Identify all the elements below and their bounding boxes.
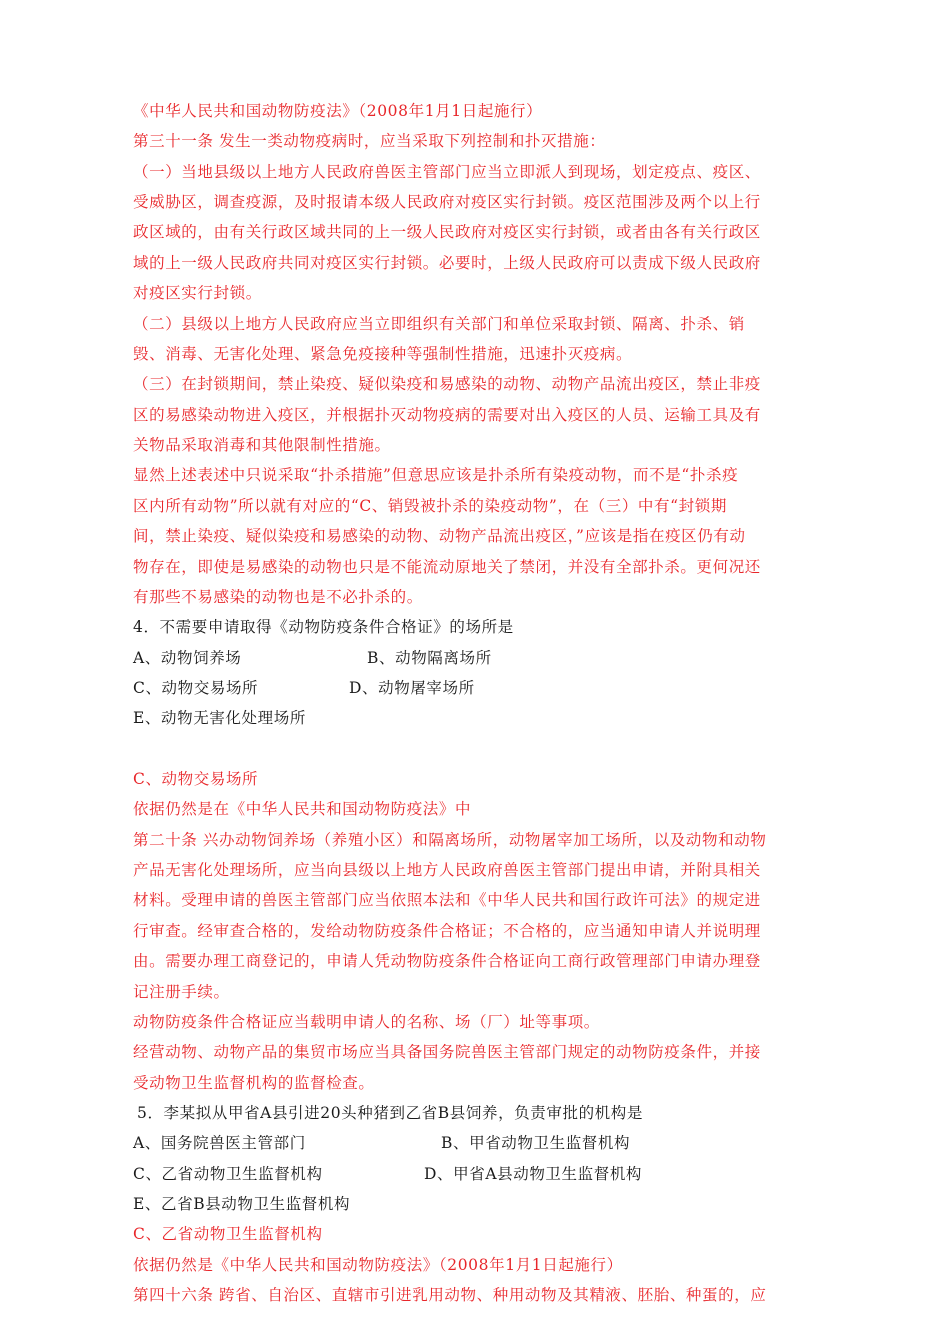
q4-article-line-2: 产品无害化处理场所，应当向县级以上地方人民政府兽医主管部门提出申请，并附具相关 (133, 861, 761, 879)
q4-article-line-1: 第二十条 兴办动物饲养场（养殖小区）和隔离场所，动物屠宰加工场所，以及动物和动物 (133, 831, 767, 849)
q4-option-c: C、动物交易场所 (133, 679, 259, 697)
p1-line-1: （一）当地县级以上地方人民政府兽医主管部门应当立即派人到现场，划定疫点、疫区、 (133, 163, 761, 181)
q4-basis: 依据仍然是在《中华人民共和国动物防疫法》中 (133, 800, 472, 818)
law-title: 《中华人民共和国动物防疫法》（2008年1月1日起施行） (133, 102, 543, 120)
q5-answer: C、乙省动物卫生监督机构 (133, 1225, 323, 1243)
article-31-head: 第三十一条 发生一类动物疫病时，应当采取下列控制和扑灭措施： (133, 132, 606, 150)
p2-line-2: 毁、消毒、无害化处理、紧急免疫接种等强制性措施，迅速扑灭疫病。 (133, 345, 633, 363)
q5-question: 5．李某拟从甲省A县引进20头种猪到乙省B县饲养，负责审批的机构是 (137, 1104, 643, 1122)
q4-article-line-4: 行审查。经审查合格的，发给动物防疫条件合格证；不合格的，应当通知申请人并说明理 (133, 922, 761, 940)
comment-line-2: 区内所有动物”所以就有对应的“C、销毁被扑杀的染疫动物”，在（三）中有“封锁期 (133, 497, 727, 515)
p3-line-2: 区的易感染动物进入疫区，并根据扑灭动物疫病的需要对出入疫区的人员、运输工具及有 (133, 406, 761, 424)
p1-line-2: 受威胁区，调查疫源，及时报请本级人民政府对疫区实行封锁。疫区范围涉及两个以上行 (133, 193, 761, 211)
comment-line-3: 间，禁止染疫、疑似染疫和易感染的动物、动物产品流出疫区，”应该是指在疫区仍有动 (133, 527, 746, 545)
q4-article-line-5: 由。需要办理工商登记的，申请人凭动物防疫条件合格证向工商行政管理部门申请办理登 (133, 952, 761, 970)
q4-option-e: E、动物无害化处理场所 (133, 709, 306, 727)
q5-option-b: B、甲省动物卫生监督机构 (441, 1134, 631, 1152)
p1-line-3: 政区域的，由有关行政区域共同的上一级人民政府对疫区实行封锁，或者由各有关行政区 (133, 223, 761, 241)
p3-line-1: （三）在封锁期间，禁止染疫、疑似染疫和易感染的动物、动物产品流出疫区，禁止非疫 (133, 375, 761, 393)
q4-question: 4．不需要申请取得《动物防疫条件合格证》的场所是 (133, 618, 514, 636)
p3-line-3: 关物品采取消毒和其他限制性措施。 (133, 436, 391, 454)
p1-line-5: 对疫区实行封锁。 (133, 284, 262, 302)
p2-line-1: （二）县级以上地方人民政府应当立即组织有关部门和单位采取封锁、隔离、扑杀、销 (133, 315, 745, 333)
comment-line-5: 有那些不易感染的动物也是不必扑杀的。 (133, 588, 423, 606)
q5-option-a: A、国务院兽医主管部门 (133, 1134, 306, 1152)
q5-option-e: E、乙省B县动物卫生监督机构 (133, 1195, 351, 1213)
q5-option-d: D、甲省A县动物卫生监督机构 (424, 1165, 643, 1183)
comment-line-4: 物存在，即使是易感染的动物也只是不能流动原地关了禁闭，并没有全部扑杀。更何况还 (133, 558, 761, 576)
comment-line-1: 显然上述表述中只说采取“扑杀措施”但意思应该是扑杀所有染疫动物，而不是“扑杀疫 (133, 466, 739, 484)
q5-basis: 依据仍然是《中华人民共和国动物防疫法》（2008年1月1日起施行） (133, 1256, 623, 1274)
q4-option-b: B、动物隔离场所 (367, 649, 492, 667)
q5-article-line-1: 第四十六条 跨省、自治区、直辖市引进乳用动物、种用动物及其精液、胚胎、种蛋的，应 (133, 1286, 767, 1304)
q4-article-line-6: 记注册手续。 (133, 983, 230, 1001)
q4-extra-1: 动物防疫条件合格证应当载明申请人的名称、场（厂）址等事项。 (133, 1013, 600, 1031)
q4-option-d: D、动物屠宰场所 (349, 679, 475, 697)
q4-extra-2-line-1: 经营动物、动物产品的集贸市场应当具备国务院兽医主管部门规定的动物防疫条件，并接 (133, 1043, 761, 1061)
p1-line-4: 域的上一级人民政府共同对疫区实行封锁。必要时，上级人民政府可以责成下级人民政府 (133, 254, 761, 272)
q4-extra-2-line-2: 受动物卫生监督机构的监督检查。 (133, 1074, 375, 1092)
q4-article-line-3: 材料。受理申请的兽医主管部门应当依照本法和《中华人民共和国行政许可法》的规定进 (133, 891, 761, 909)
q5-option-c: C、乙省动物卫生监督机构 (133, 1165, 323, 1183)
q4-answer: C、动物交易场所 (133, 770, 259, 788)
q4-option-a: A、动物饲养场 (133, 649, 242, 667)
